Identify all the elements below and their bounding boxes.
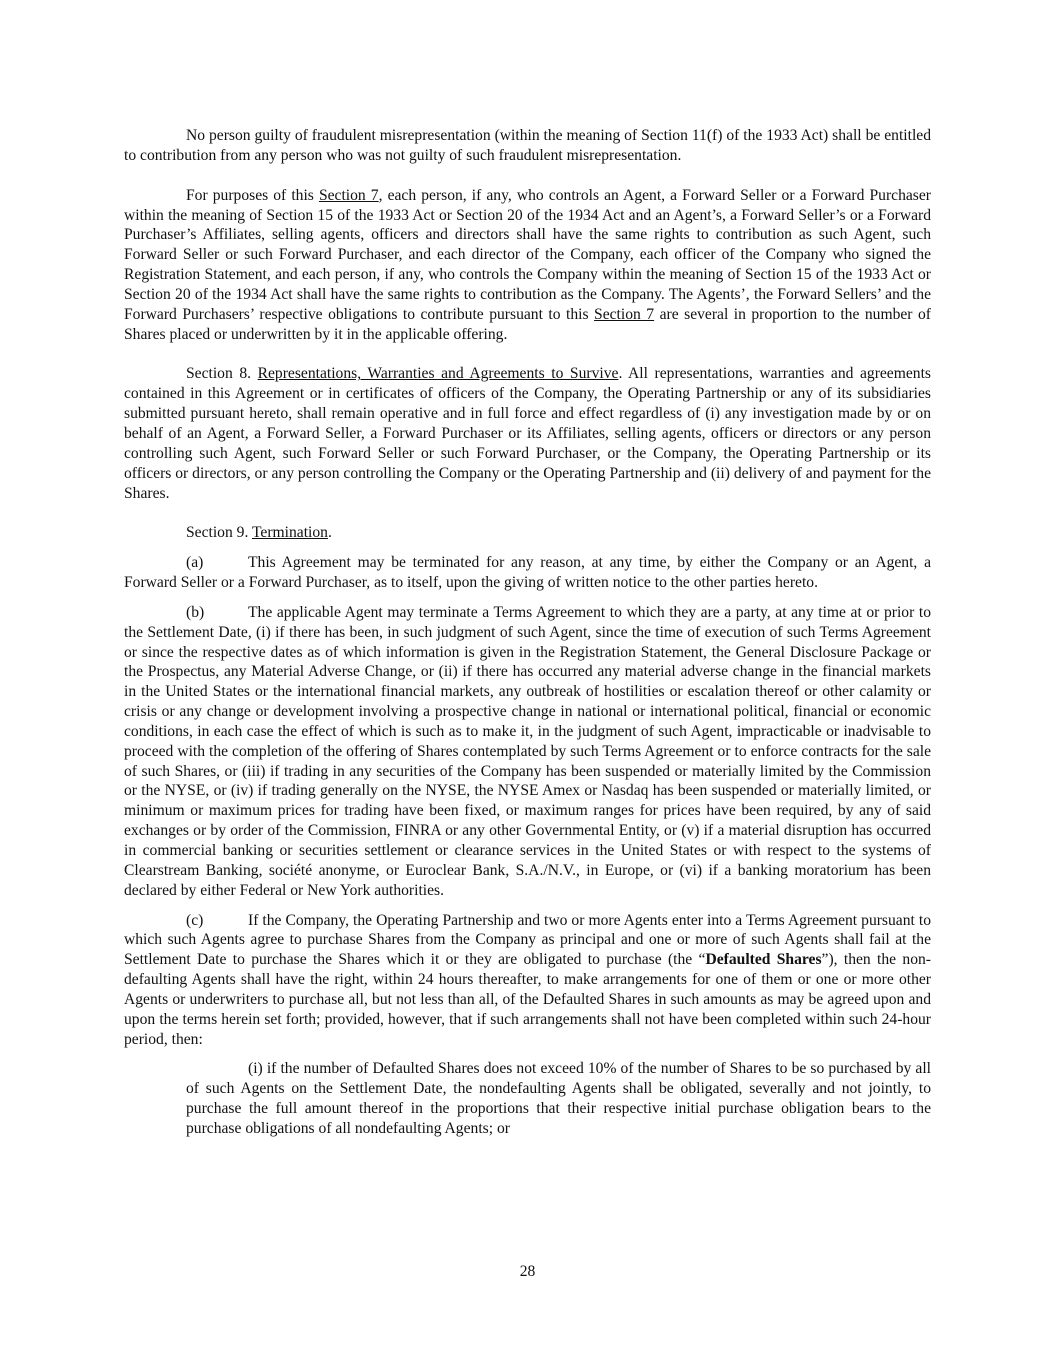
clause-c xyxy=(124,911,931,1050)
paragraph-section-7-purposes xyxy=(124,186,931,345)
text-run: For purposes of this xyxy=(186,186,319,204)
section-9-label: Section 9. xyxy=(186,524,252,542)
defined-term-defaulted-shares: Defaulted Shares xyxy=(705,951,822,969)
clause-b-label: (b) xyxy=(186,603,205,621)
text-run: , each person, if any, who controls an Agent, a Forward Seller or a Forward Purchaser within the meaning of Section 15 of the 1933 Act or Section 20 of the 1934 Act and an Agent’s, a Forward Seller’s or a Forward Purchaser’s Affiliates, selling agents, officers and directors shall have the same rights to contribution as such Agent, such Forward Seller or such Forward Purchaser, and each director of the Company, each officer of the Company who signed the Registration Statement, and each person, if any, who controls the Company within the meaning of Section 15 of the 1933 Act or Section 20 of the 1934 Act shall have the same rights to contribution as the Company. The Agents’, the Forward Sellers’ and the Forward Purchasers’ respective obligations to contribute pursuant to this xyxy=(124,186,931,323)
paragraph-fraudulent-misrepresentation: No person guilty of fraudulent misrepresentation (within the meaning of Section 11(f) of the 1933 Act) shall be entitled to contribution from any person who was not guilty of such fraudulent misrepresentation. xyxy=(124,127,931,164)
section-9-period: . xyxy=(327,524,332,542)
clause-b-text: The applicable Agent may terminate a Terms Agreement to which they are a party, at any time at or prior to the Settlement Date, (i) if there has been, in such judgment of such Agent, since the time of execution of such Terms Agreement or since the respective dates as of which information is given in the Registration Statement, the General Disclosure Package or the Prospectus, any Material Adverse Change, or (ii) if there has occurred any material adverse change in the financial markets in the United States or the international financial markets, any outbreak of hostilities or escalation thereof or other calamity or crisis or any change or development involving a prospective change in national or international political, financial or economic conditions, in each case the effect of which is such as to make it, in the judgment of such Agent, impracticable or inadvisable to proceed with the completion of the offering of Shares contemplated by such Terms Agreement or to enforce contracts for the sale of such Shares, or (iii) if trading in any securities of the Company has been suspended or materially limited by the Commission or the NYSE, or (iv) if trading generally on the NYSE, the NYSE Amex or Nasdaq has been suspended or materially limited, or minimum or maximum prices for trading have been fixed, or maximum ranges for prices have been required, by any of said exchanges or by order of the Commission, FINRA or any other Governmental Entity, or (v) if a material disruption has occurred in commercial banking or securities settlement or clearance services in the United States or with respect to the systems of Clearstream Banking, société anonyme, or Euroclear Bank, S.A./N.V., in Europe, or (vi) if a banking moratorium has been declared by either Federal or New York authorities. xyxy=(124,603,931,899)
clause-a-text: This Agreement may be terminated for any reason, at any time, by either the Company or an Agent, a Forward Seller or a Forward Purchaser, as to itself, upon the giving of written notice to the other parties hereto. xyxy=(124,554,931,592)
section-8-paragraph xyxy=(124,364,931,503)
clause-c-text-continued: ”), then the non-defaulting Agents shall have the right, within 24 hours thereafter, to make arrangements for one of them or one or more other Agents or underwriters to purchase all, but not less than all, of the Defaulted Shares in such amounts as may be agreed upon and upon the terms herein set forth; provided, however, that if such arrangements shall not have been completed within such 24-hour period, then: xyxy=(124,951,931,1048)
text-run: are several in proportion to the number of Shares placed or underwritten by it in the applicable offering. xyxy=(124,305,931,343)
page-number: 28 xyxy=(519,1263,536,1280)
clause-a-label: (a) xyxy=(186,554,204,572)
clause-c-label: (c) xyxy=(186,911,204,929)
section-7-reference: Section 7 xyxy=(594,305,655,323)
clause-c-text: If the Company, the Operating Partnership and two or more Agents enter into a Terms Agreement pursuant to which such Agents agree to purchase Shares from the Company as principal and one or more of such Agents shall fail at the Settlement Date to purchase the Shares which it or they are obligated to purchase (the “ xyxy=(124,911,931,969)
section-7-reference: Section 7 xyxy=(318,186,379,204)
section-8-text: . All representations, warranties and agreements contained in this Agreement or in certificates of officers of the Company, the Operating Partnership or any of its subsidiaries submitted pursuant hereto, shall remain operative and in full force and effect regardless of (i) any investigation made by or on behalf of an Agent, a Forward Seller, a Forward Purchaser or its Affiliates, selling agents, officers or directors or any person controlling such Agent, such Forward Seller or such Forward Purchaser, or the Company, the Operating Partnership or its officers or directors, or any person controlling the Company or the Operating Partnership and (ii) delivery of and payment for the Shares. xyxy=(124,365,931,502)
document-body xyxy=(124,126,931,1139)
clause-c-subclause-i: (i) if the number of Defaulted Shares does not exceed 10% of the number of Shares to be so purchased by all of such Agents on the Settlement Date, the nondefaulting Agents shall be obligated, severally and not jointly, to purchase the full amount thereof in the proportions that their respective initial purchase obligation bears to the purchase obligations of all nondefaulting Agents; or xyxy=(186,1060,931,1137)
section-8-label: Section 8. xyxy=(186,365,258,383)
section-8-title: Representations, Warranties and Agreements to Survive xyxy=(257,365,619,383)
clause-b xyxy=(124,603,931,901)
clause-a xyxy=(124,553,931,593)
section-9-heading xyxy=(124,523,931,543)
section-9-title: Termination xyxy=(251,524,328,542)
